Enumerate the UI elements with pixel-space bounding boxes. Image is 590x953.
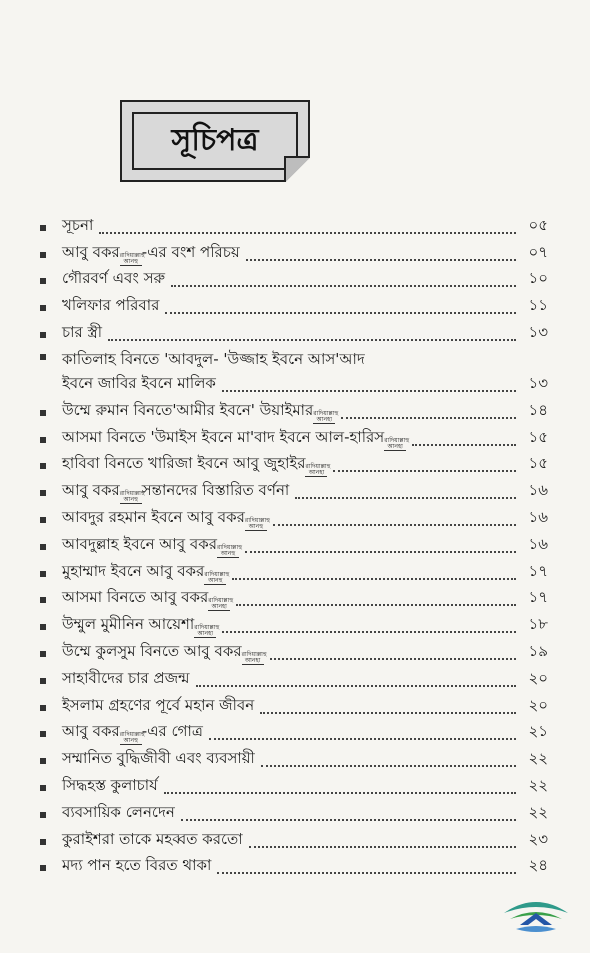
toc-row xyxy=(40,611,548,638)
entry-title: উম্মে কুলসুম বিনতে আবু বকর xyxy=(62,641,242,660)
toc-entry xyxy=(62,452,522,477)
entry-title: সূচনা xyxy=(62,215,94,234)
dot-leader xyxy=(412,444,516,446)
entry-title: ইবনে জাবির ইবনে মালিক xyxy=(62,373,216,392)
page-number: ০৫ xyxy=(528,215,548,234)
entry-title: আবদুল্লাহ ইবনে আবু বকর xyxy=(62,534,217,553)
entry-title: কাতিলাহ বিনতে 'আবদুল- 'উজ্জাহ ইবনে আস'আদ xyxy=(62,349,365,368)
entry-title: ব্যবসায়িক লেনদেন xyxy=(62,802,175,821)
bullet-square-icon xyxy=(40,785,46,791)
entry-title: আবু বকর xyxy=(62,722,120,741)
bullet-square-icon xyxy=(40,812,46,818)
entry-title: আবু বকর xyxy=(62,481,120,500)
entry-title: কুরাইশরা তাকে মহব্বত করতো xyxy=(62,829,243,848)
dot-leader xyxy=(232,578,516,580)
entry-title: আবদুর রহমান ইবনে আবু বকর xyxy=(62,507,245,526)
toc-row xyxy=(40,319,548,346)
toc-row xyxy=(40,719,548,746)
toc-entry xyxy=(62,506,522,531)
honorific-ligature: রাদিয়াল্লাহু আনহু xyxy=(204,570,230,584)
entry-title: মদ্য পান হতে বিরত থাকা xyxy=(62,856,212,875)
dot-leader xyxy=(270,658,516,660)
page-number: ২৪ xyxy=(528,856,548,875)
toc-row xyxy=(40,826,548,853)
toc-entry xyxy=(62,828,522,853)
toc-row xyxy=(40,692,548,719)
page-number: ২২ xyxy=(528,802,548,821)
toc-row xyxy=(40,424,548,451)
toc-row xyxy=(40,558,548,585)
honorific-ligature: রাদিয়াল্লাহু আনহু xyxy=(244,516,270,530)
entry-title: সাহাবীদের চার প্রজন্ম xyxy=(62,668,190,687)
bullet-square-icon xyxy=(40,252,46,258)
bullet-square-icon xyxy=(40,278,46,284)
honorific-ligature: রাদিয়াল্লাহু আনহা xyxy=(313,409,339,423)
toc-row xyxy=(40,451,548,478)
toc-entry xyxy=(62,747,522,772)
page-number: ১০ xyxy=(528,269,548,288)
entry-title-suffix: -এর গোত্র xyxy=(141,722,203,741)
dot-leader xyxy=(261,765,516,767)
toc-entry xyxy=(62,241,522,266)
dot-leader xyxy=(209,738,516,740)
entry-title: সম্মানিত বুদ্ধিজীবী এবং ব্যবসায়ী xyxy=(62,749,255,768)
toc-entry xyxy=(62,854,522,879)
page-title: সূচিপত্র xyxy=(171,122,259,158)
dot-leader xyxy=(236,604,516,606)
page-number: ১৬ xyxy=(528,534,548,553)
toc-row xyxy=(40,212,548,239)
dot-leader xyxy=(249,846,516,848)
entry-title: মুহাম্মাদ ইবনে আবু বকর xyxy=(62,561,205,580)
dot-leader xyxy=(273,524,516,526)
page-number: ২২ xyxy=(528,749,548,768)
dot-leader xyxy=(333,470,516,472)
dot-leader xyxy=(222,631,516,633)
dot-leader xyxy=(222,390,516,392)
dot-leader xyxy=(196,685,517,687)
bullet-square-icon xyxy=(40,597,46,603)
bullet-square-icon xyxy=(40,624,46,630)
bullet-square-icon xyxy=(40,490,46,496)
toc-row xyxy=(40,397,548,424)
toc-entry xyxy=(62,399,522,424)
toc-entry xyxy=(62,720,522,745)
honorific-ligature: রাদিয়াল্লাহু আনহু xyxy=(217,543,243,557)
dot-leader xyxy=(99,232,516,234)
honorific-ligature: রাদিয়াল্লাহু আনহু xyxy=(119,490,145,504)
dot-leader xyxy=(181,819,516,821)
page-number: ২০ xyxy=(528,668,548,687)
toc-row xyxy=(40,638,548,665)
entry-title: গৌরবর্ণ এবং সরু xyxy=(62,269,166,288)
publisher-logo-icon xyxy=(500,895,572,937)
toc-entry xyxy=(62,348,548,397)
entry-title: চার স্ত্রী xyxy=(62,322,103,341)
bullet-square-icon xyxy=(40,839,46,845)
toc-entry xyxy=(62,267,522,292)
title-box xyxy=(120,100,310,182)
bullet-square-icon xyxy=(40,437,46,443)
entry-title: উম্মে রুমান বিনতে'আমীর ইবনে' উয়াইমার xyxy=(62,400,314,419)
toc-entry xyxy=(62,667,522,692)
bullet-square-icon xyxy=(40,544,46,550)
honorific-ligature: রাদিয়াল্লাহু আনহা xyxy=(305,463,331,477)
toc-entry xyxy=(62,774,522,799)
toc-entry xyxy=(62,613,522,638)
page-number: ১৫ xyxy=(528,454,548,473)
toc-row xyxy=(40,292,548,319)
page-number: ১১ xyxy=(528,296,548,315)
toc-row xyxy=(40,346,548,397)
page-number: ২২ xyxy=(528,775,548,794)
toc-entry xyxy=(62,321,522,346)
dot-leader xyxy=(171,285,516,287)
table-of-contents xyxy=(40,212,548,879)
page-number: ১৭ xyxy=(528,561,548,580)
dot-leader xyxy=(164,792,516,794)
page-number: ০৭ xyxy=(528,242,548,261)
toc-row xyxy=(40,531,548,558)
toc-row xyxy=(40,504,548,531)
page-number: ১৫ xyxy=(528,427,548,446)
entry-title: খলিফার পরিবার xyxy=(62,296,160,315)
toc-row xyxy=(40,477,548,504)
toc-row xyxy=(40,665,548,692)
bullet-square-icon xyxy=(40,758,46,764)
bullet-square-icon xyxy=(40,705,46,711)
toc-entry xyxy=(62,426,522,451)
toc-entry xyxy=(62,586,522,611)
toc-entry xyxy=(62,294,522,319)
honorific-ligature: রাদিয়াল্লাহু আনহা xyxy=(194,624,220,638)
toc-row xyxy=(40,772,548,799)
honorific-ligature: রাদিয়াল্লাহু আনহা xyxy=(241,650,267,664)
bullet-square-icon xyxy=(40,225,46,231)
dot-leader xyxy=(245,551,516,553)
toc-entry xyxy=(62,533,522,558)
page-curl-decoration xyxy=(284,156,310,182)
entry-title: উম্মুল মুমীনিন আয়েশা xyxy=(62,615,195,634)
toc-entry xyxy=(62,694,522,719)
entry-title: হাবিবা বিনতে খারিজা ইবনে আবু জুহাইর xyxy=(62,454,306,473)
page-number: ১৩ xyxy=(528,373,548,392)
entry-title: ইসলাম গ্রহণের পূর্বে মহান জীবন xyxy=(62,695,255,714)
page-number: ২০ xyxy=(528,695,548,714)
entry-title: আসমা বিনতে 'উমাইস ইবনে মা'বাদ ইবনে আল-হারিস xyxy=(62,427,385,446)
page-number: ১৪ xyxy=(528,400,548,419)
page-number: ১৬ xyxy=(528,481,548,500)
dot-leader xyxy=(165,312,516,314)
bullet-square-icon xyxy=(40,517,46,523)
honorific-ligature: রাদিয়াল্লাহু আনহু xyxy=(119,251,145,265)
toc-entry xyxy=(62,801,522,826)
bullet-square-icon xyxy=(40,410,46,416)
toc-entry xyxy=(62,214,522,239)
bullet-square-icon xyxy=(40,354,46,360)
honorific-ligature: রাদিয়াল্লাহু আনহা xyxy=(208,597,234,611)
dot-leader xyxy=(341,417,516,419)
dot-leader xyxy=(260,712,516,714)
bullet-square-icon xyxy=(40,332,46,338)
entry-title-suffix: -এর বংশ পরিচয় xyxy=(141,242,240,261)
toc-row xyxy=(40,745,548,772)
bullet-square-icon xyxy=(40,678,46,684)
honorific-ligature: রাদিয়াল্লাহু আনহা xyxy=(384,436,410,450)
toc-entry xyxy=(62,640,522,665)
toc-entry xyxy=(62,560,522,585)
page-number: ১৮ xyxy=(528,615,548,634)
bullet-square-icon xyxy=(40,571,46,577)
page-number: ২১ xyxy=(528,722,548,741)
page-number: ১৬ xyxy=(528,507,548,526)
dot-leader xyxy=(108,339,516,341)
entry-title: আবু বকর xyxy=(62,242,120,261)
bullet-square-icon xyxy=(40,305,46,311)
dot-leader xyxy=(295,497,516,499)
bullet-square-icon xyxy=(40,731,46,737)
toc-row xyxy=(40,799,548,826)
entry-title: সিদ্ধহস্ত কুলাচার্য xyxy=(62,775,158,794)
bullet-square-icon xyxy=(40,865,46,871)
dot-leader xyxy=(246,259,516,261)
dot-leader xyxy=(217,872,516,874)
toc-row xyxy=(40,239,548,266)
page-number: ১৭ xyxy=(528,588,548,607)
entry-title: আসমা বিনতে আবু বকর xyxy=(62,588,209,607)
toc-entry xyxy=(62,479,522,504)
page-number: ১৯ xyxy=(528,641,548,660)
honorific-ligature: রাদিয়াল্লাহু আনহু xyxy=(119,731,145,745)
page-number: ২৩ xyxy=(528,829,548,848)
bullet-square-icon xyxy=(40,651,46,657)
toc-row xyxy=(40,585,548,612)
entry-title-suffix: সন্তানদের বিস্তারিত বর্ণনা xyxy=(141,481,290,500)
toc-row xyxy=(40,853,548,880)
toc-row xyxy=(40,266,548,293)
page-number: ১৩ xyxy=(528,322,548,341)
bullet-square-icon xyxy=(40,463,46,469)
